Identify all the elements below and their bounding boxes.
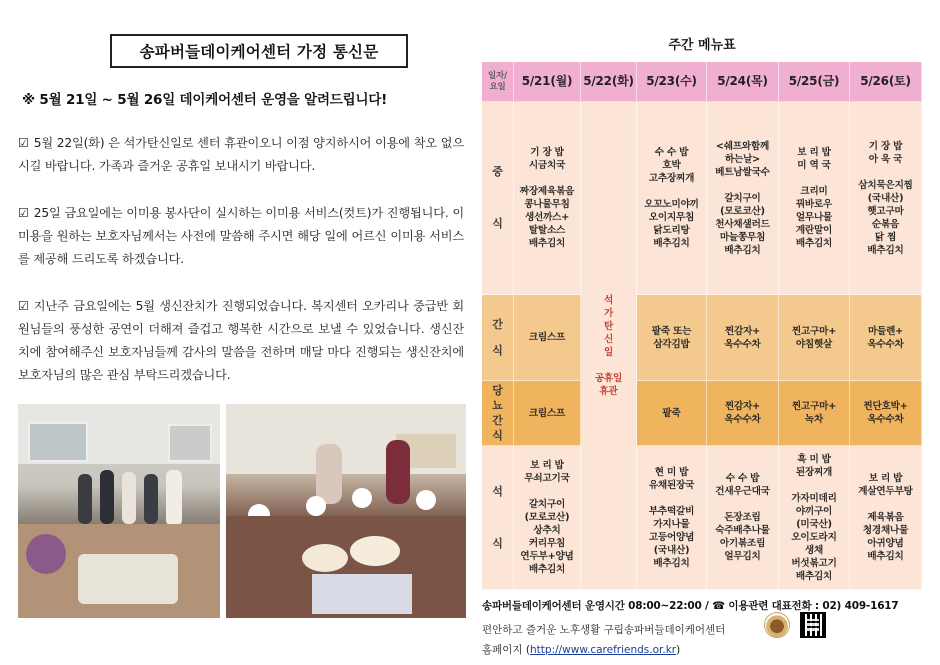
notice-paragraph-birthday — [18, 295, 464, 387]
birthday-party-photo — [226, 404, 466, 618]
notice-paragraph-haircut — [18, 202, 464, 271]
notice-paragraph-holiday — [18, 132, 464, 178]
center-logo-icon — [764, 612, 790, 638]
menu-cell-lunch: <쉐프와함께 하는날> 베트남쌀국수 갈치구이 (모로코산) 천사채샐러드 마늘쫑무침 배추김치 — [707, 102, 779, 295]
menu-corner-header: 일자/ 요일 — [482, 62, 514, 102]
menu-cell-lunch: 수 수 밥 호박 고추장찌개 오꼬노미야끼 오이지무침 닭도리탕 배추김치 — [637, 102, 707, 295]
ocarina-performance-photo — [18, 404, 220, 618]
menu-cell-lunch: 기 장 밥 아 욱 국 삼치묵은지찜 (국내산) 햇고구마 순볶음 닭 찜 배추김치 — [850, 102, 922, 295]
homepage-label: 홈페이지 ( — [482, 644, 531, 656]
menu-cell-snack: 팥죽 또는 삼각김밥 — [637, 295, 707, 381]
menu-cell-diabetic-snack: 크림스프 — [514, 381, 581, 446]
paragraph-text: 25일 금요일에는 이미용 봉사단이 실시하는 이미용 서비스(컷트)가 진행됩니다. 이미용을 원하는 보호자님께서는 사전에 말씀해 주시면 해당 일에 어르신 이미용 서비스를 제공해 드리도록 하겠습니다. — [18, 206, 464, 266]
day-header: 5/21(월) — [514, 62, 581, 102]
row-label-dinner: 석 식 — [482, 446, 514, 590]
menu-cell-dinner: 보 리 밥 계살연두부탕 제육볶음 청경채나물 아귀양념 배추김치 — [850, 446, 922, 590]
homepage-link[interactable]: http://www.carefriends.or.kr — [530, 644, 677, 656]
checkbox-icon: ☑ — [18, 136, 29, 150]
weekly-menu-table — [482, 62, 922, 590]
menu-cell-dinner: 흑 미 밥 된장찌개 가자미데리 야끼구이 (미국산) 오이도라지 생채 버섯볶고기 배추김치 — [779, 446, 850, 590]
menu-cell-diabetic-snack: 찐단호박+ 옥수수차 — [850, 381, 922, 446]
day-header: 5/25(금) — [779, 62, 850, 102]
menu-cell-holiday: 석 가 탄 신 일 공휴일 휴관 — [581, 102, 637, 590]
checkbox-icon: ☑ — [18, 206, 29, 220]
menu-cell-diabetic-snack: 찐고구마+ 녹차 — [779, 381, 850, 446]
menu-cell-lunch: 기 장 밥 시금치국 짜장제육볶음 콩나물무침 생선까스+ 탈탈소스 배추김치 — [514, 102, 581, 295]
day-header: 5/26(토) — [850, 62, 922, 102]
menu-cell-lunch: 보 리 밥 미 역 국 크리미 꿔바로우 얼무나물 계란말이 배추김치 — [779, 102, 850, 295]
menu-cell-snack: 마들렌+ 옥수수차 — [850, 295, 922, 381]
newsletter-title: 송파버들데이케어센터 가정 통신문 — [110, 34, 408, 68]
paragraph-text: 지난주 금요일에는 5월 생신잔치가 진행되었습니다. 복지센터 오카리나 중급반 회원님들의 풍성한 공연이 더해져 즐겁고 행복한 시간으로 보낼 수 있었습니다. 생신잔치에 참여해주신 보호자님들께 감사의 말씀을 전하며 매달 마다 진행되는 생신잔치에 보호자님의 많은 관심 부탁드리겠습니다. — [18, 299, 464, 382]
day-header: 5/23(수) — [637, 62, 707, 102]
menu-cell-snack: 크림스프 — [514, 295, 581, 381]
homepage-close: ) — [676, 644, 681, 656]
row-label-lunch: 중 식 — [482, 102, 514, 295]
day-header: 5/22(화) — [581, 62, 637, 102]
row-label-diabetic-snack: 당 뇨 간 식 — [482, 381, 514, 446]
newsletter-column — [18, 0, 466, 665]
checkbox-icon: ☑ — [18, 299, 29, 313]
paragraph-text: 5월 22일(화) 은 석가탄신일로 센터 휴관이오니 이점 양지하시어 이용에 착오 없으시길 바랍니다. 가족과 즐거운 공휴일 보내시기 바랍니다. — [18, 136, 464, 173]
homepage-line — [482, 642, 680, 657]
weekly-menu-title: 주간 메뉴표 — [668, 38, 736, 53]
menu-cell-dinner: 수 수 밥 건새우근대국 돈장조림 숙주배추나물 아기볶조림 얼무김치 — [707, 446, 779, 590]
center-slogan: 편안하고 즐거운 노후생활 구립송파버들데이케어센터 — [482, 624, 726, 636]
row-label-snack: 간 식 — [482, 295, 514, 381]
menu-cell-dinner: 현 미 밥 유채된장국 부추떡갈비 가지나물 고등어양념 (국내산) 배추김치 — [637, 446, 707, 590]
qr-code-icon — [800, 612, 826, 638]
menu-cell-dinner: 보 리 밥 무쇠고기국 갈치구이 (모로코산) 상추치 커리무침 연두부+양념 배추김치 — [514, 446, 581, 590]
menu-cell-snack: 찐감자+ 옥수수차 — [707, 295, 779, 381]
menu-cell-snack: 찐고구마+ 야침햇살 — [779, 295, 850, 381]
menu-cell-diabetic-snack: 팥죽 — [637, 381, 707, 446]
menu-cell-diabetic-snack: 찐감자+ 옥수수차 — [707, 381, 779, 446]
day-header: 5/24(목) — [707, 62, 779, 102]
operating-hours: 송파버들데이케어센터 운영시간 08:00~22:00 / ☎ 이용관련 대표전화 : 02) 409-1617 — [482, 600, 899, 612]
operation-notice: ※ 5월 21일 ~ 5월 26일 데이케어센터 운영을 알려드립니다! — [22, 92, 388, 108]
